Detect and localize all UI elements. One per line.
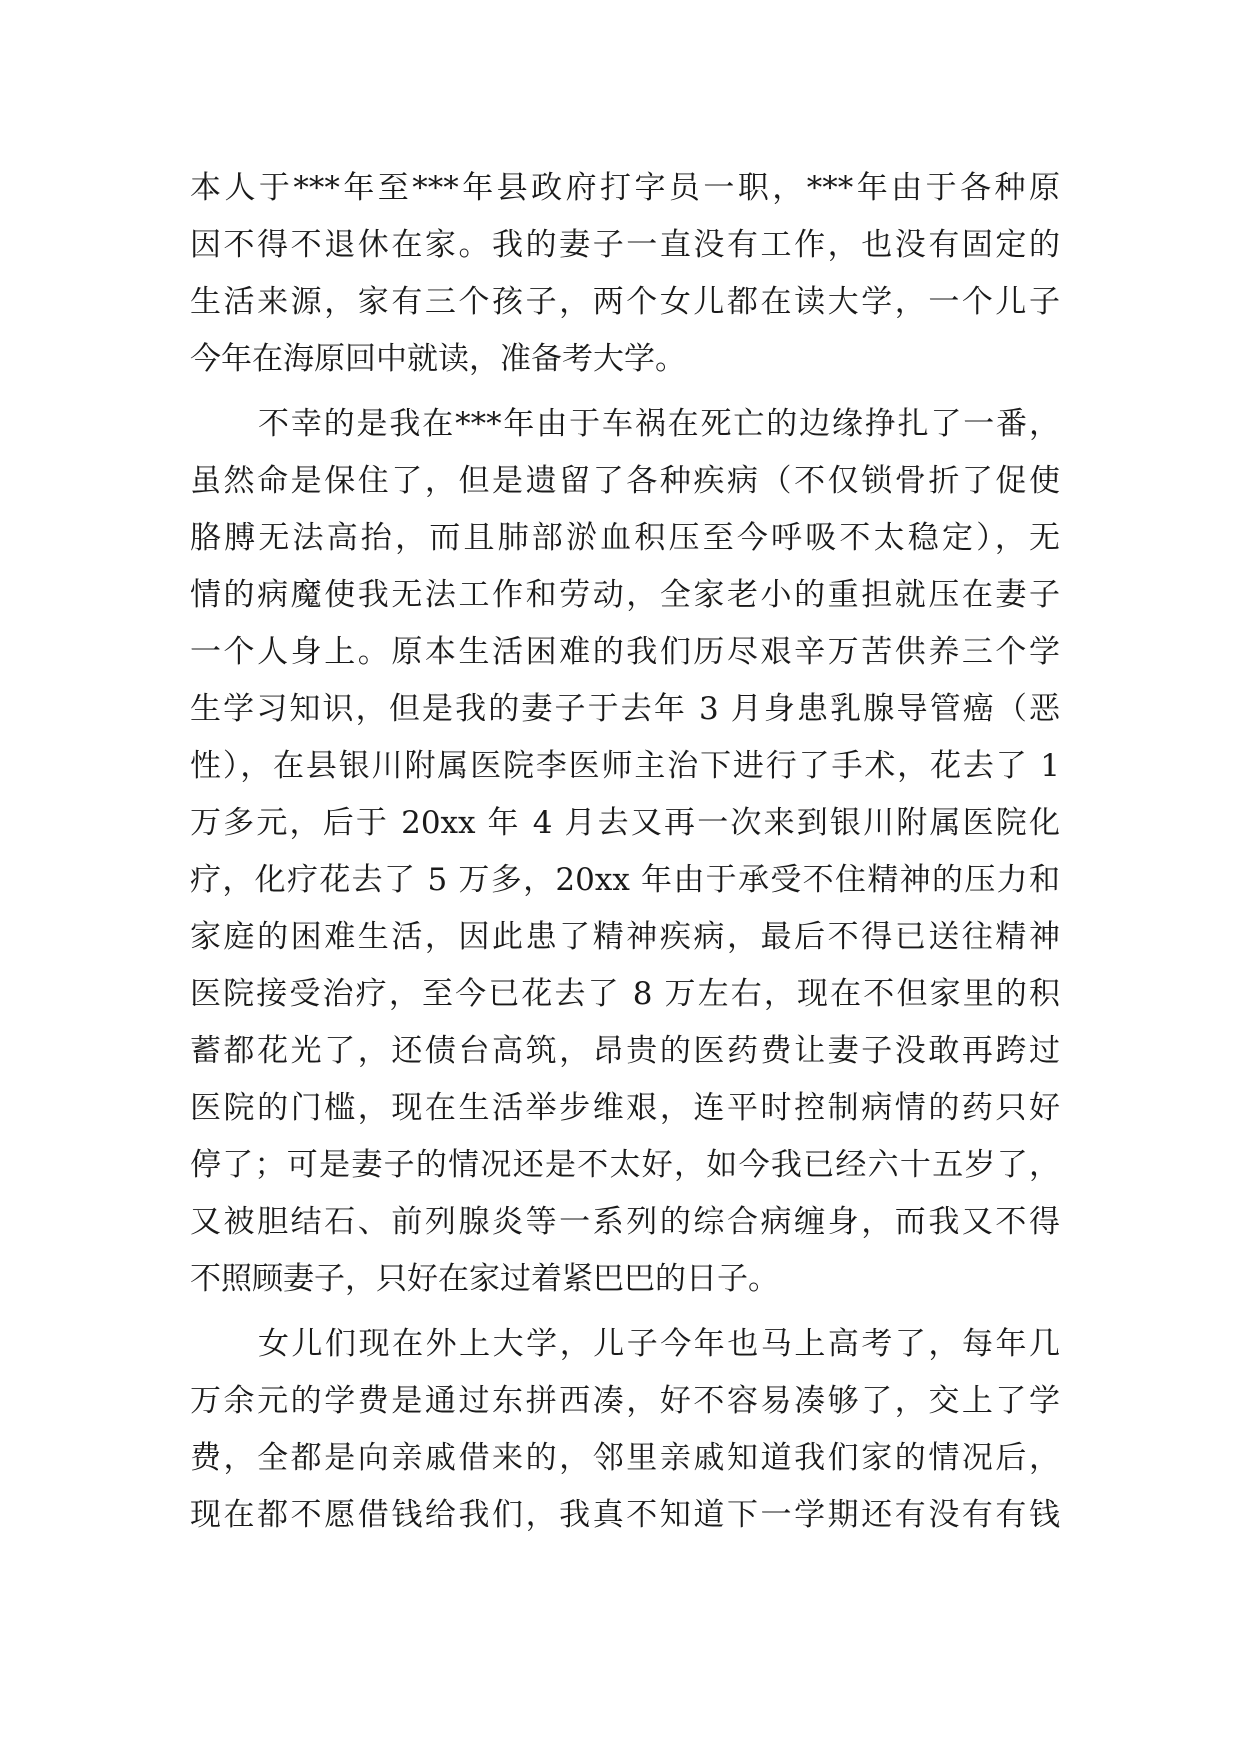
paragraph-2-line-11: 医院接受治疗，至今已花去了 8 万左右，现在不但家里的积 xyxy=(190,976,1060,1012)
paragraph-2-line-14: 停了；可是妻子的情况还是不太好，如今我已经六十五岁了， xyxy=(190,1147,1060,1183)
paragraph-3-line-2: 万余元的学费是通过东拼西凑，好不容易凑够了，交上了学 xyxy=(190,1383,1060,1419)
paragraph-2-line-1: 不幸的是我在***年由于车祸在死亡的边缘挣扎了一番， xyxy=(258,406,1060,442)
paragraph-2-line-10: 家庭的困难生活，因此患了精神疾病，最后不得已送往精神 xyxy=(190,919,1060,955)
paragraph-2-line-6: 生学习知识，但是我的妻子于去年 3 月身患乳腺导管癌（恶 xyxy=(190,691,1060,727)
paragraph-2-line-13: 医院的门槛，现在生活举步维艰，连平时控制病情的药只好 xyxy=(190,1090,1060,1126)
paragraph-2-line-9: 疗，化疗花去了 5 万多，20xx 年由于承受不住精神的压力和 xyxy=(190,862,1060,898)
paragraph-3-line-3: 费，全都是向亲戚借来的，邻里亲戚知道我们家的情况后， xyxy=(190,1440,1060,1476)
paragraph-1-line-1: 本人于***年至***年县政府打字员一职，***年由于各种原 xyxy=(190,170,1060,206)
paragraph-gap xyxy=(190,388,1060,396)
paragraph-2-line-4: 情的病魔使我无法工作和劳动，全家老小的重担就压在妻子 xyxy=(190,577,1060,613)
paragraph-1-line-3: 生活来源，家有三个孩子，两个女儿都在读大学，一个儿子 xyxy=(190,284,1060,320)
document-body xyxy=(190,160,1060,1544)
paragraph-2-line-15: 又被胆结石、前列腺炎等一系列的综合病缠身，而我又不得 xyxy=(190,1204,1060,1240)
paragraph-3-line-4: 现在都不愿借钱给我们，我真不知道下一学期还有没有有钱 xyxy=(190,1497,1060,1533)
paragraph-2-line-5: 一个人身上。原本生活困难的我们历尽艰辛万苦供养三个学 xyxy=(190,634,1060,670)
paragraph-2-line-2: 虽然命是保住了，但是遗留了各种疾病（不仅锁骨折了促使 xyxy=(190,463,1060,499)
paragraph-2-line-3: 胳膊无法高抬，而且肺部淤血积压至今呼吸不太稳定），无 xyxy=(190,520,1060,556)
paragraph-2-line-7: 性），在县银川附属医院李医师主治下进行了手术，花去了 1 xyxy=(190,748,1060,784)
paragraph-1-line-2: 因不得不退休在家。我的妻子一直没有工作，也没有固定的 xyxy=(190,227,1060,263)
paragraph-2-line-12: 蓄都花光了，还债台高筑，昂贵的医药费让妻子没敢再跨过 xyxy=(190,1033,1060,1069)
paragraph-1-line-4: 今年在海原回中就读，准备考大学。 xyxy=(190,341,686,377)
paragraph-3-line-1: 女儿们现在外上大学，儿子今年也马上高考了，每年几 xyxy=(258,1326,1060,1362)
paragraph-gap xyxy=(190,1308,1060,1316)
paragraph-2-line-8: 万多元，后于 20xx 年 4 月去又再一次来到银川附属医院化 xyxy=(190,805,1060,841)
paragraph-2-line-16: 不照顾妻子，只好在家过着紧巴巴的日子。 xyxy=(190,1261,779,1297)
